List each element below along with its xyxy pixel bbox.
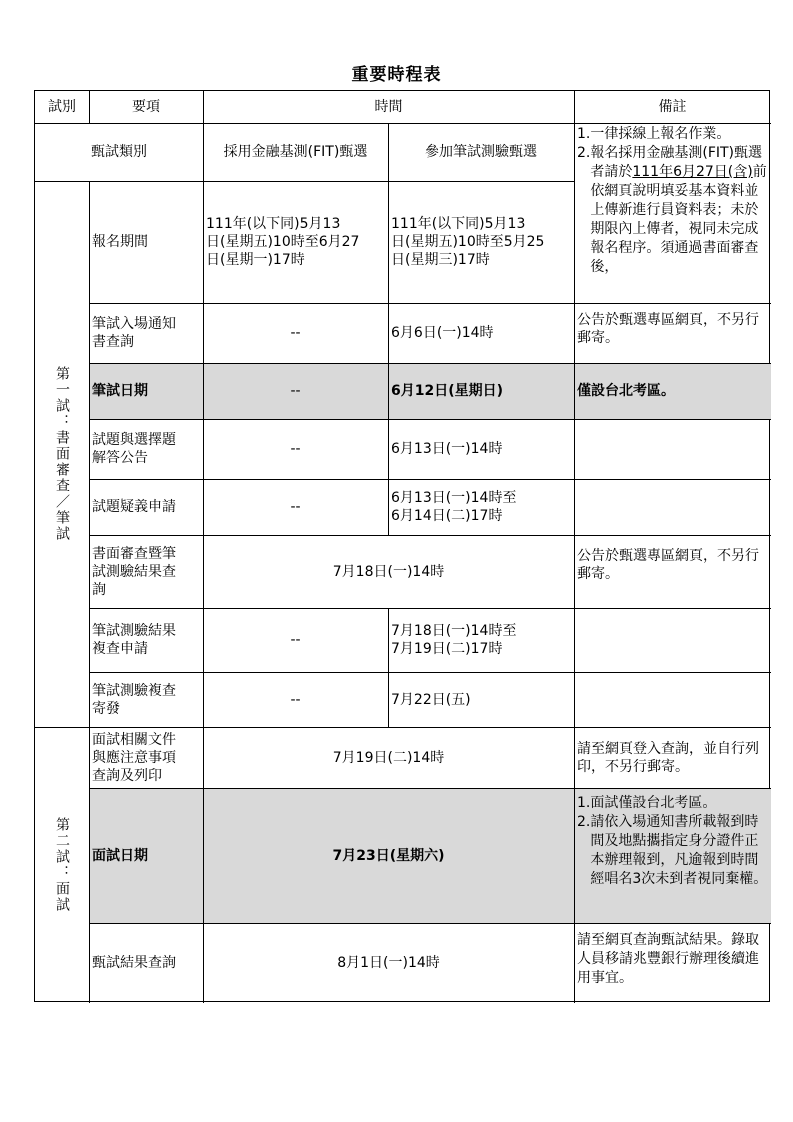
- header-note: 備註: [658, 99, 687, 115]
- row-mail-fit: --: [290, 691, 301, 708]
- row-registration-fit: 111年(以下同)5月13 日(星期五)10時至6月27 日(星期一)17時: [206, 216, 360, 268]
- row-interview-date-time: 7月23日(星期六): [332, 847, 445, 864]
- rule: [203, 91, 204, 1003]
- row-exam-date-written: 6月12日(星期日): [391, 383, 504, 399]
- subheader-fit: 採用金融基測(FIT)甄選: [223, 144, 368, 160]
- row-admission-written: 6月6日(一)14時: [391, 325, 494, 341]
- row-admission-note: 公告於甄選專區網頁，不另行郵寄。: [577, 312, 759, 346]
- rule: [89, 672, 771, 673]
- row-recheck-written: 7月18日(一)14時至 7月19日(二)17時: [391, 623, 517, 657]
- row-interview-date-note: 1. 面試僅設台北考區。 2. 請依入場通知書所載報到時間及地點攜指定身分證件正本辦理報到，凡逾報到時間經唱名3次未到者視同棄權。: [577, 795, 768, 887]
- row-answer-written: 6月13日(一)14時: [391, 441, 503, 457]
- rule: [89, 181, 90, 1003]
- row-mail-item: 筆試測驗複查 寄發: [92, 682, 176, 717]
- header-time: 時間: [374, 99, 403, 115]
- rule: [89, 479, 771, 480]
- row-interview-docs-time: 7月19日(二)14時: [332, 749, 445, 766]
- row-registration-written: 111年(以下同)5月13 日(星期五)10時至5月25 日(星期三)17時: [391, 216, 545, 268]
- note-registration: 1. 一律採線上報名作業。 2. 報名採用金融基測(FIT)甄選者請於111年6月27日(含)前依網頁說明填妥基本資料並上傳新進行員資料表；未於期限內上傳者，視同未完成報名程序。須通過書面審查後，: [577, 126, 767, 275]
- rule: [89, 303, 771, 304]
- row-query-written: 6月13日(一)14時至 6月14日(二)17時: [391, 490, 517, 524]
- stage2-label: 第二試：面試: [54, 817, 70, 913]
- rule: [89, 608, 771, 609]
- rule: [35, 123, 771, 124]
- rule: [35, 727, 771, 728]
- header-item: 要項: [132, 99, 160, 115]
- row-admission-fit: --: [290, 325, 301, 341]
- row-interview-docs-note: 請至網頁登入查詢，並自行列印，不另行郵寄。: [577, 740, 759, 775]
- subheader-category: 甄試類別: [91, 144, 147, 160]
- rule: [89, 419, 771, 420]
- row-query-fit: --: [290, 499, 301, 515]
- row-query-note: [574, 479, 771, 535]
- row-exam-date-item: 筆試日期: [92, 383, 148, 399]
- rule: [35, 181, 574, 182]
- row-answer-fit: --: [290, 441, 301, 457]
- row-result-item: 甄試結果查詢: [92, 955, 176, 971]
- rule: [89, 535, 771, 536]
- rule: [89, 363, 771, 364]
- rule: [388, 608, 389, 727]
- row-mail-note: [574, 672, 771, 727]
- schedule-table: [34, 90, 770, 1002]
- rule: [388, 181, 389, 535]
- row-interview-docs-item: 面試相關文件 與應注意事項 查詢及列印: [92, 731, 176, 784]
- row-recheck-note: [574, 608, 771, 672]
- row-mail-written: 7月22日(五): [391, 691, 471, 708]
- row-answer-item: 試題與選擇題 解答公告: [92, 432, 176, 466]
- row-query-item: 試題疑義申請: [92, 499, 176, 515]
- row-review-item: 書面審查暨筆 試測驗結果查 詢: [92, 545, 176, 598]
- row-result-note: 請至網頁查詢甄試結果。錄取人員移請兆豐銀行辦理後續進用事宜。: [577, 932, 759, 986]
- row-review-time: 7月18日(一)14時: [332, 563, 445, 580]
- subheader-written: 參加筆試測驗甄選: [425, 144, 537, 160]
- row-recheck-item: 筆試測驗結果 複查申請: [92, 623, 176, 657]
- rule: [89, 788, 771, 789]
- row-review-note: 公告於甄選專區網頁，不另行郵寄。: [577, 548, 759, 582]
- row-exam-date-note: 僅設台北考區。: [577, 383, 675, 399]
- rule: [89, 91, 90, 123]
- stage1-label: 第一試：書面審查／筆試: [54, 366, 70, 542]
- rule: [574, 91, 575, 1003]
- header-exam: 試別: [48, 99, 76, 115]
- row-exam-date-fit: --: [290, 383, 301, 399]
- row-interview-date-item: 面試日期: [92, 847, 148, 864]
- row-registration-item: 報名期間: [92, 234, 148, 250]
- rule: [388, 123, 389, 181]
- row-answer-note: [574, 419, 771, 479]
- row-admission-item: 筆試入場通知 書查詢: [92, 316, 176, 350]
- page-title: 重要時程表: [351, 65, 442, 85]
- rule: [89, 923, 771, 924]
- row-result-time: 8月1日(一)14時: [337, 955, 440, 971]
- row-recheck-fit: --: [290, 632, 301, 648]
